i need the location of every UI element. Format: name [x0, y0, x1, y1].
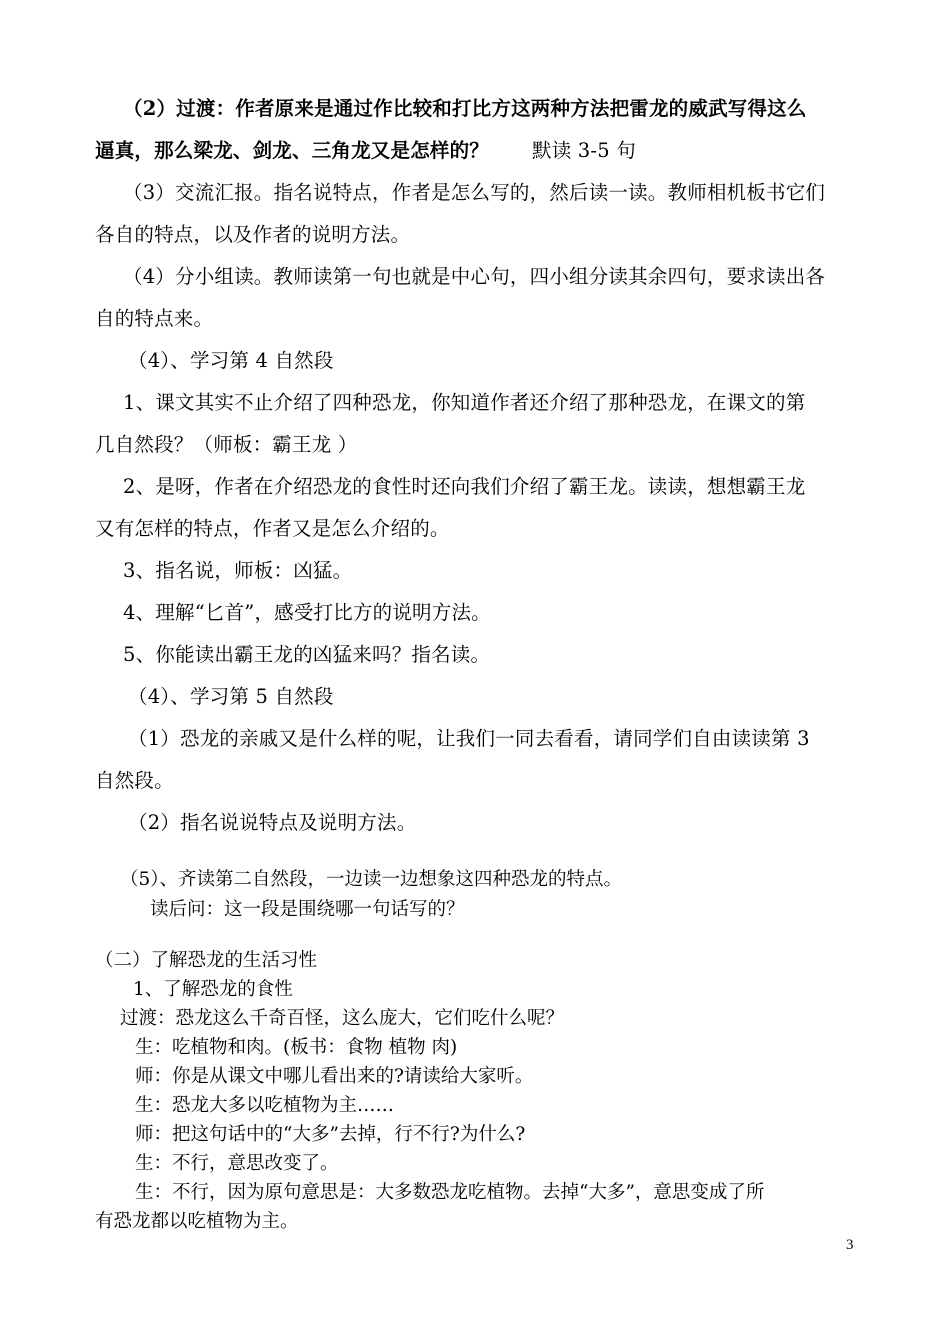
dialogue-line-6: 生：不行，意思改变了。 [135, 1153, 339, 1174]
paragraph-line-7: 1、课文其实不止介绍了四种恐龙，你知道作者还介绍了那种恐龙，在课文的第 [123, 391, 806, 414]
paragraph-line-2: 逼真，那么梁龙、剑龙、三角龙又是怎样的？ [95, 139, 490, 162]
section-heading-4: （4）、学习第 4 自然段 [128, 349, 334, 372]
dialogue-line-7: 生：不行，因为原句意思是：大多数恐龙吃植物。去掉“大多”，意思变成了所 [135, 1182, 765, 1203]
dialogue-line-5: 师：把这句话中的“大多”去掉，行不行?为什么? [135, 1124, 526, 1145]
paragraph-line-10: 又有怎样的特点，作者又是怎么介绍的。 [95, 517, 450, 540]
paragraph-line-1: （2）过渡：作者原来是通过作比较和打比方这两种方法把雷龙的威武写得这么 [123, 97, 807, 120]
section-heading-5: （4）、学习第 5 自然段 [128, 685, 334, 708]
dialogue-line-3: 师：你是从课文中哪儿看出来的?请读给大家听。 [135, 1066, 534, 1087]
paragraph-line-3: （3）交流汇报。指名说特点，作者是怎么写的，然后读一读。教师相机板书它们 [123, 181, 826, 204]
paragraph-line-13: 5、你能读出霸王龙的凶猛来吗？指名读。 [123, 643, 491, 666]
dialogue-line-2: 生：吃植物和肉。(板书：食物 植物 肉) [135, 1037, 458, 1058]
paragraph-line-18: 读后问：这一段是围绕哪一句话写的？ [150, 899, 465, 920]
dialogue-line-1: 过渡：恐龙这么千奇百怪，这么庞大，它们吃什么呢？ [120, 1008, 565, 1029]
paragraph-line-15: 自然段。 [95, 769, 174, 792]
section-heading-2: （二）了解恐龙的生活习性 [95, 950, 318, 971]
paragraph-line-11: 3、指名说，师板：凶猛。 [123, 559, 353, 582]
paragraph-line-16: （2）指名说说特点及说明方法。 [128, 811, 417, 834]
dialogue-line-8: 有恐龙都以吃植物为主。 [95, 1211, 299, 1232]
page-number: 3 [846, 1237, 854, 1253]
dialogue-line-4: 生：恐龙大多以吃植物为主…… [135, 1095, 395, 1116]
paragraph-line-8: 几自然段？（师板：霸王龙 ） [95, 433, 358, 456]
paragraph-line-6: 自的特点来。 [95, 307, 214, 330]
paragraph-line-17: （5）、齐读第二自然段，一边读一边想象这四种恐龙的特点。 [120, 869, 623, 890]
paragraph-line-9: 2、是呀，作者在介绍恐龙的食性时还向我们介绍了霸王龙。读读，想想霸王龙 [123, 475, 806, 498]
subsection-heading-1: 1、了解恐龙的食性 [133, 979, 293, 1000]
paragraph-line-14: （1）恐龙的亲戚又是什么样的呢，让我们一同去看看，请同学们自由读读第 3 [128, 727, 810, 750]
paragraph-line-2-tail: 默读 3-5 句 [532, 139, 636, 162]
paragraph-line-4: 各自的特点，以及作者的说明方法。 [95, 223, 411, 246]
paragraph-line-5: （4）分小组读。教师读第一句也就是中心句，四小组分读其余四句，要求读出各 [123, 265, 826, 288]
paragraph-line-12: 4、理解“匕首”，感受打比方的说明方法。 [123, 601, 491, 624]
